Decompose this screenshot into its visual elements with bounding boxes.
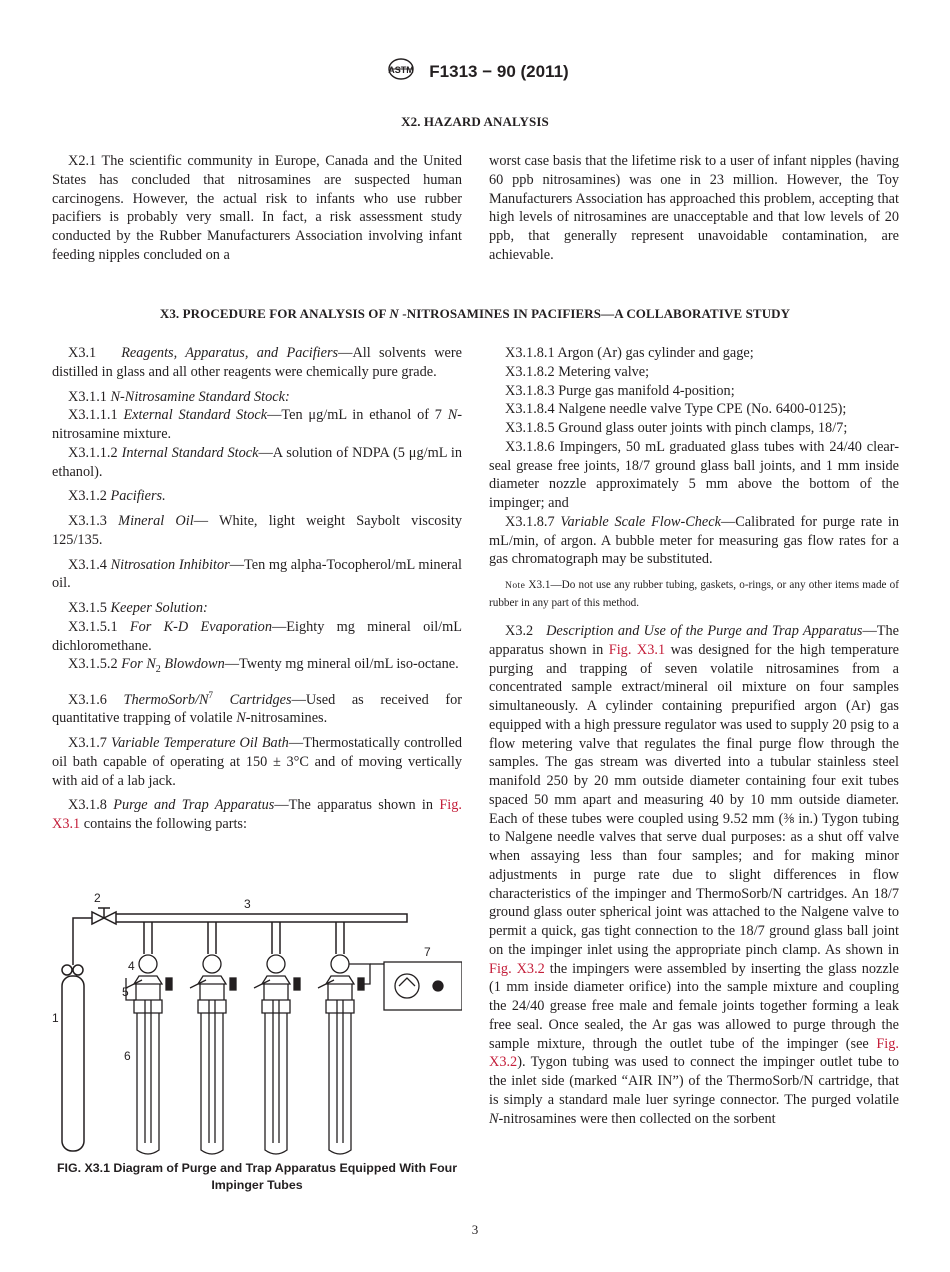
x3-1-1-1-paragraph: X3.1.1.1 External Standard Stock—Ten μg/mL in ethanol of 7 N-nitrosamine mixture. xyxy=(52,407,463,442)
fig-x3-1-link[interactable]: Fig. X3.1 xyxy=(52,797,462,833)
x3-1-1-paragraph: X3.1.1 N-Nitrosamine Standard Stock: xyxy=(68,388,290,405)
x3-section-title: X3. PROCEDURE FOR ANALYSIS OF N -NITROSAMINES IN PACIFIERS—A COLLABORATIVE STUDY xyxy=(159,306,791,321)
x3-2-paragraph: X3.2 Description and Use of the Purge and Trap Apparatus—The apparatus shown in Fig. X3.1 was designed for the high temperature purging and trapping of seven volatile nitrosamines from a concentrated sample extract/mineral oil mixture on four samples simultaneously. A cylinder containing prepurified argon (Ar) gas equipped with a high pressure regulator was used to supply 20 psig to a flow metering valve that regulates the final purge flow through the samples. The gas stream was diverted into a tubular stainless steel manifold 250 by 20 mm outside diameter containing four exit tubes spaced 50 mm apart and measuring 40 by 10 mm outside diameter. Each of these tubes were coupled using 9.52 mm (⅜ in.) Tygon tubing to Nalgene needle valves that serve dual purposes: as a shut off valve when assaying less than four samples; and for making minor adjustments in purge rate due to slight differences in flow characteristics of the impinger and ThermoSorb/N cartridges. An 18/7 ground glass outer spherical joint was attached to the Nalgene valve to permit a quick, gas tight connection to the 18/7 ground glass ball joint on the impinger inlet using the appropriate pinch clamp. As shown in Fig. X3.2 the impingers were assembled by inserting the glass nozzle (1 mm inside diameter orifice) into the sample mixture and coupling the 24/40 grease free male and female joints together forming a leak free seal. Once sealed, the Ar gas was allowed to purge through the sample mixture, through the outlet tube of the impinger (see Fig. X3.2). Tygon tubing was used to connect the impinger outlet tube to the inlet side (marked “AIR IN”) of the ThermoSorb/N cartridge, that is simply a standard male luer syringe connector. The purged volatile N-nitrosamines were then collected on the sorbent xyxy=(489,623,899,1127)
x3-1-5-paragraph: X3.1.5 Keeper Solution: xyxy=(68,600,208,616)
svg-text:ASTM: ASTM xyxy=(388,65,415,75)
x3-1-3-paragraph: X3.1.3 Mineral Oil— White, light weight Saybolt viscosity 125/135. xyxy=(52,513,463,548)
x3-1-8-6-item: X3.1.8.6 Impingers, 50 mL graduated glass tubes with 24/40 clear-seal grease free joints, 18/7 ground glass ball joints, and 1 mm inside diameter nozzle approximately 5 mm above the bottom of the impinger; and xyxy=(489,438,899,511)
label-4: 4 xyxy=(128,959,135,973)
x3-1-8-4-item: X3.1.8.4 Nalgene needle valve Type CPE (No. 6400-0125); xyxy=(505,401,847,418)
label-7: 7 xyxy=(424,945,431,959)
x2-1-paragraph: X2.1 The scientific community in Europe, Canada and the United States has concluded that nitrosamines are suspected human carcinogens. However, the actual risk to infants who use rubber pacifiers is probably very small. In fact, a risk assessment study conducted by the Rubber Manufacturers Association involving infant feeding nipples concluded on a xyxy=(52,153,462,263)
x3-1-paragraph: X3.1 Reagents, Apparatus, and Pacifiers—All solvents were distilled in glass and all other reagents were chemically pure grade. xyxy=(52,345,463,380)
x3-1-8-3-item: X3.1.8.3 Purge gas manifold 4-position; xyxy=(505,382,735,399)
flow-check-icon xyxy=(384,962,462,1010)
x3-1-2-paragraph: X3.1.2 Pacifiers. xyxy=(68,488,166,505)
label-1: 1 xyxy=(52,1011,59,1025)
note-x3-1: Note X3.1—Do not use any rubber tubing, gaskets, o-rings, or any other items made of rubber in any part of this method. xyxy=(489,579,899,609)
document-designation: F1313 − 90 (2011) xyxy=(429,61,569,81)
x3-1-5-2-paragraph: X3.1.5.2 For $N_2$ Blowdown—Twenty mg mineral oil/mL iso-octane. xyxy=(68,656,459,676)
gas-cylinder-icon xyxy=(62,976,84,1151)
astm-logo-icon xyxy=(381,58,421,85)
x2-left-column xyxy=(52,152,462,265)
fig-x3-2-link-2[interactable]: Fig. X3.2 xyxy=(489,1035,899,1071)
x3-right-column xyxy=(489,344,899,1128)
label-6: 6 xyxy=(124,1049,131,1063)
x3-left-column xyxy=(52,344,462,834)
apparatus-diagram xyxy=(52,888,462,1158)
label-5: 5 xyxy=(122,985,129,999)
x3-1-8-7-item: X3.1.8.7 Variable Scale Flow-Check—Calibrated for purge rate in mL/min, of argon. A bubble meter for measuring gas flow rates for a gas chromatograph may be substituted. xyxy=(489,513,899,568)
x3-1-8-2-item: X3.1.8.2 Metering valve; xyxy=(505,363,650,380)
page-number: 3 xyxy=(471,1222,479,1237)
x3-1-5-1-paragraph: X3.1.5.1 For K-D Evaporation—Eighty mg mineral oil/mL dichloromethane. xyxy=(52,618,463,654)
label-3: 3 xyxy=(244,897,251,911)
x2-1-paragraph-continued: worst case basis that the lifetime risk to a user of infant nipples (having 60 ppb nitrosamines) was one in 23 million. However, the Toy Manufacturers Association has approached this problem, accepting that high levels of nitrosamines are unacceptable and that low levels of 20 ppb, that generally represent unavoidable contamination, are achievable. xyxy=(489,153,899,263)
fig-x3-2-link[interactable]: Fig. X3.2 xyxy=(489,960,545,977)
page-header xyxy=(0,58,950,85)
x2-section-title: X2. HAZARD ANALYSIS xyxy=(401,114,549,129)
x3-1-8-5-item: X3.1.8.5 Ground glass outer joints with pinch clamps, 18/7; xyxy=(505,420,848,436)
x3-1-8-paragraph: X3.1.8 Purge and Trap Apparatus—The apparatus shown in Fig. X3.1 contains the following parts: xyxy=(52,797,462,833)
figure-x3-1 xyxy=(52,888,462,1158)
x3-1-4-paragraph: X3.1.4 Nitrosation Inhibitor—Ten mg alpha-Tocopherol/mL mineral oil. xyxy=(52,556,463,592)
fig-x3-1-link-2[interactable]: Fig. X3.1 xyxy=(608,641,666,658)
x3-1-8-1-item: X3.1.8.1 Argon (Ar) gas cylinder and gage; xyxy=(505,345,754,361)
impinger-tubes xyxy=(126,955,462,1154)
x3-1-7-paragraph: X3.1.7 Variable Temperature Oil Bath—Thermostatically controlled oil bath capable of operating at 150 ± 3°C and of moving vertically with aid of a lab jack. xyxy=(52,735,462,789)
figure-x3-1-caption: FIG. X3.1 Diagram of Purge and Trap Apparatus Equipped With Four Impinger Tubes xyxy=(56,1161,458,1192)
x3-1-6-paragraph: X3.1.6 ThermoSorb/$N^7$ Cartridges—Used as received for quantitative trapping of volatile N-nitrosamines. xyxy=(52,689,462,727)
x2-right-column xyxy=(489,152,899,265)
x3-1-1-2-paragraph: X3.1.1.2 Internal Standard Stock—A solution of NDPA (5 μg/mL in ethanol). xyxy=(52,444,462,480)
label-2: 2 xyxy=(94,891,101,905)
